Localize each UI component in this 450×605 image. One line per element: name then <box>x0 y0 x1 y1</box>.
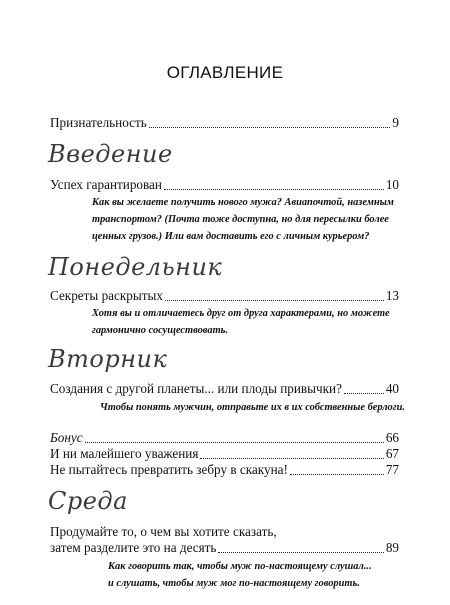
annotation-line: гармонично сосуществовать. <box>92 325 229 336</box>
toc-entry-respect[interactable] <box>50 446 399 462</box>
annotation-wednesday <box>108 558 372 592</box>
annotation-line: Чтобы понять мужчин, отправьте их в их собственные берлоги. <box>100 402 405 413</box>
toc-entry-creatures[interactable] <box>50 381 399 397</box>
section-heading-tuesday: Вторник <box>48 345 168 373</box>
annotation-intro <box>92 194 394 245</box>
section-heading-wednesday: Среда <box>48 487 128 515</box>
dot-leader <box>200 457 383 459</box>
dot-leader <box>85 441 384 443</box>
toc-entry-acknowledgments[interactable] <box>50 115 399 131</box>
annotation-line: Хотя вы и отличаетесь друг от друга характерами, но можете <box>92 308 390 319</box>
toc-entry-page: 77 <box>385 462 399 477</box>
annotation-line: транспортом? (Почта тоже доступна, но для пересылки более <box>92 214 389 225</box>
toc-entry-title-line1: Продумайте то, о чем вы хотите сказать, <box>50 524 277 539</box>
annotation-line: Как говорить так, чтобы муж по-настоящему слушал... <box>108 561 372 572</box>
dot-leader <box>164 188 384 190</box>
toc-entry-title: Не пытайтесь превратить зебру в скакуна! <box>50 462 288 477</box>
annotation-line: и слушать, чтобы муж мог по-настоящему говорить. <box>108 578 360 589</box>
toc-entry-success[interactable] <box>50 177 399 193</box>
toc-entry-page: 66 <box>385 430 399 445</box>
annotation-tuesday <box>100 399 405 416</box>
toc-entry-page: 89 <box>385 540 399 555</box>
dot-leader <box>344 392 384 394</box>
toc-entry-page: 13 <box>385 288 399 303</box>
annotation-line: Как вы желаете получить нового мужа? Авиапочтой, наземным <box>92 197 394 208</box>
toc-entry-title: Признательность <box>50 115 147 130</box>
toc-entry-page: 10 <box>385 177 399 192</box>
section-heading-monday: Понедельник <box>48 253 223 281</box>
toc-entry-title: Успех гарантирован <box>50 177 162 192</box>
toc-entry-secrets[interactable] <box>50 288 399 304</box>
dot-leader <box>165 299 384 301</box>
dot-leader <box>149 126 391 128</box>
toc-entry-title: Бонус <box>50 430 83 445</box>
toc-entry-title: И ни малейшего уважения <box>50 446 199 461</box>
toc-entry-page: 40 <box>385 381 399 396</box>
annotation-monday <box>92 305 390 339</box>
toc-entry-title: Создания с другой планеты... или плоды привычки? <box>50 381 342 396</box>
dot-leader <box>218 551 383 553</box>
toc-entry-zebra[interactable] <box>50 462 399 478</box>
toc-entry-title: Секреты раскрытых <box>50 288 163 303</box>
dot-leader <box>290 473 384 475</box>
annotation-line: ценных грузов.) Или вам доставить его с личным курьером? <box>92 231 370 242</box>
toc-entry-divide[interactable] <box>50 524 399 556</box>
page-title: ОГЛАВЛЕНИЕ <box>166 63 284 82</box>
toc-entry-bonus[interactable] <box>50 430 399 446</box>
toc-entry-title-line2: затем разделите это на десять <box>50 540 217 555</box>
section-heading-intro: Введение <box>48 140 173 168</box>
toc-entry-page: 67 <box>385 446 399 461</box>
toc-entry-page: 9 <box>392 115 399 130</box>
